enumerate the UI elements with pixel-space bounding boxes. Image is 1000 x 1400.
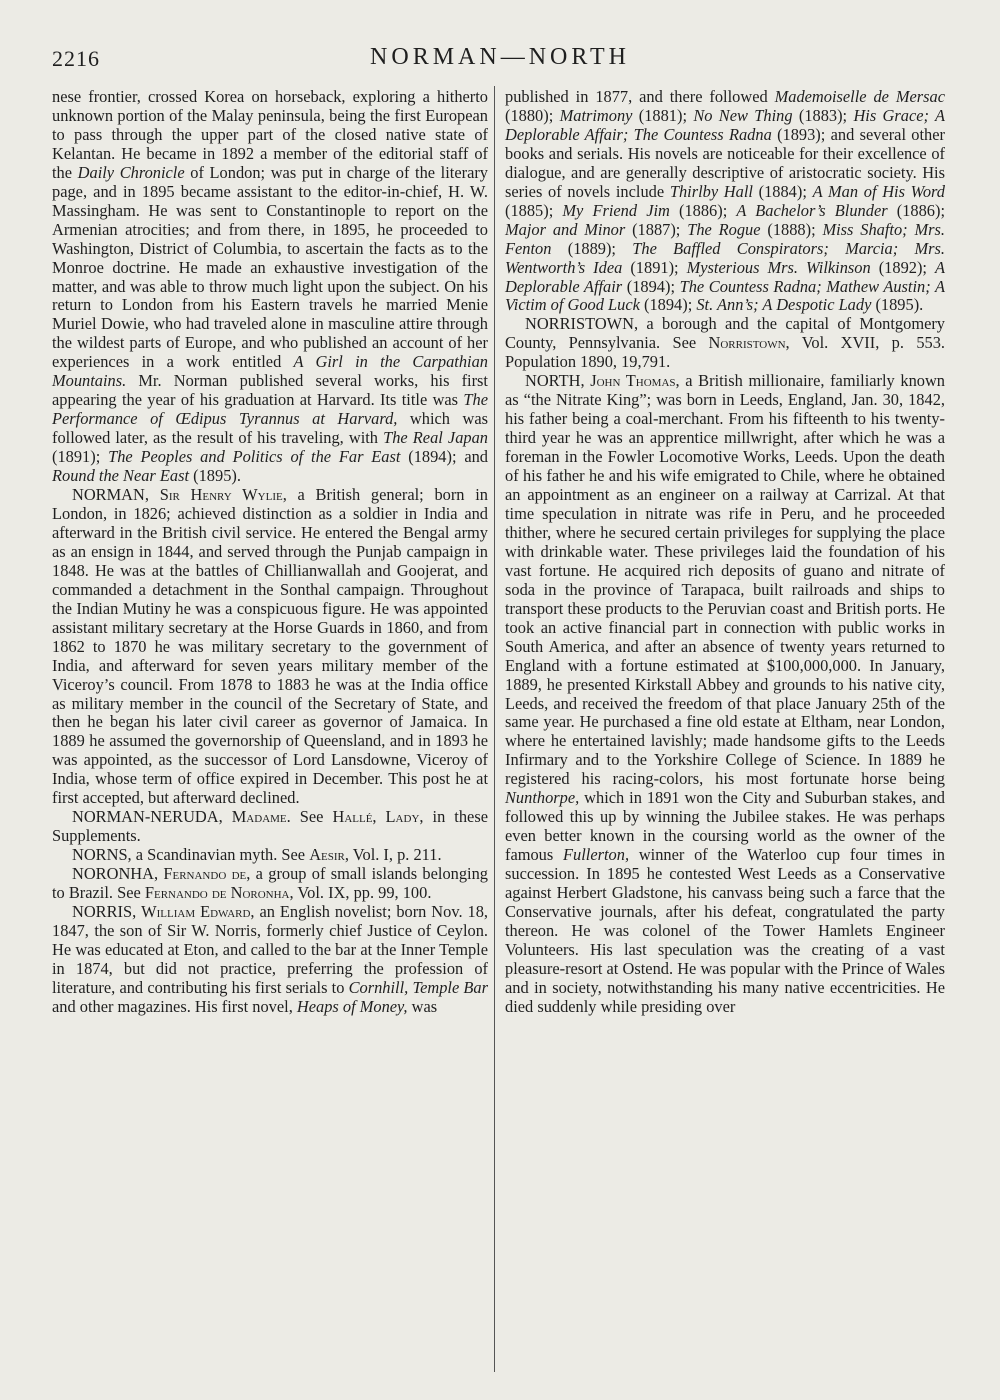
entry-name: William Edward, — [141, 901, 255, 921]
cross-reference: Aesir, — [309, 845, 349, 865]
entry-text: a British general; born in London, in 1826; achieved distinction as a soldier in India and afterward in the British civil service. He entered the Bengal army as an ensign in 1844, and served through the Punjab campaign in 1848. He was at the battles of Chillianwallah and Goojerat, and commanded a detachment in the Sonthal campaign. Throughout the Indian Mutiny he was a conspicuous figure. He was appointed assistant military secretary at the Horse Guards in 1860, and from 1862 to 1870 he was military secretary to the government of India, and afterward for seven years military member of the Viceroy’s council. From 1878 to 1883 he was at the India office as military member in the council of the Secretary of State, and then he began his later civil career as governor of Jamaica. In 1889 he assumed the governorship of Queensland, and in 1893 he was appointed, as the successor of Lord Lansdowne, Viceroy of India, whose term of office expired in December. This post he at first accepted, but afterward declined. — [52, 485, 488, 808]
entry-norman-henry-continued — [52, 88, 488, 486]
entry-text: (1892); — [870, 257, 935, 277]
entry-text: (1888); — [760, 219, 823, 239]
work-title: A Bachelor’s Blunder — [736, 200, 888, 220]
running-head: NORMAN—NORTH — [370, 44, 630, 70]
work-title: The Baffled Conspirators; Marcia; Mrs. Wentworth’s Idea — [505, 238, 945, 277]
work-title: No New Thing — [693, 105, 793, 125]
cross-reference: Fernando de Noronha, — [144, 883, 294, 903]
entry-text: (1894); — [622, 276, 680, 296]
entry-text: winner of the Waterloo cup four times in succession. In 1895 he contested West Leeds as a Conservative against Herbert Gladstone, his canvass being such a farce that the Conservative journals, after his defeat, congratulated the party thereon. He was colonel of the Tower Hamlets Engineer Volunteers. His last speculation was the creating of a vast pleasure-resort at Ostend. He was popular with the Prince of Wales and in society, notwithstanding his many native eccentricities. He died suddenly while presiding over — [505, 845, 945, 1016]
column-divider — [494, 86, 495, 1372]
entry-north-john-thomas — [505, 372, 945, 1016]
work-title: The Performance of Œdipus Tyrannus at Harvard, — [52, 390, 488, 429]
entry-text: (1886); — [669, 200, 737, 220]
entry-text: of London; was put in charge of the literary page, and in 1895 became assistant to the editor-in-chief, H. W. Massingham. He was sent to Constantinople to report on the Armenian atrocities; and from there, in 1895, he proceeded to Washington, District of Columbia, to ascertain the facts as to the Monroe doctrine. He made an exhaustive investigation of the matter, and was able to throw much light upon the subject. On his return to London from his Eastern travels he married Menie Muriel Dowie, who had traveled alone in masculine attire through the wildest parts of Europe, and who published an account of her experiences in a work entitled — [52, 162, 488, 372]
work-title: Mademoiselle de Mersac — [774, 87, 946, 106]
entry-text: (1884); — [752, 181, 813, 201]
entry-text: Mr. Norman published several works, his first appearing the year of his graduation at Harvard. Its title was — [52, 371, 488, 410]
work-title: A Girl in the Carpathian Mountains. — [52, 352, 488, 391]
entry-noronha — [52, 865, 488, 903]
entry-text: (1886); — [887, 200, 945, 220]
entry-norris — [52, 903, 488, 1017]
work-title: Thirlby Hall — [669, 181, 753, 201]
entry-text: in these Supplements. — [52, 807, 488, 846]
entry-norristown — [505, 315, 945, 372]
entry-norris-continued — [505, 88, 945, 315]
work-title: Major and Minor — [505, 219, 626, 239]
work-title: The Real Japan — [383, 428, 488, 448]
entry-norman-neruda — [52, 808, 488, 846]
entry-text: (1893); and several other books and serials. His novels are noticeable for their excellence of dialogue, and are generally descriptive of aristocratic society. His series of novels include — [505, 124, 945, 201]
entry-name: Fernando de, — [163, 864, 251, 884]
entry-text: and other magazines. His first novel, — [52, 996, 297, 1016]
work-title: St. Ann’s; A Despotic Lady — [696, 295, 872, 315]
work-title: A Man of His Word — [812, 181, 945, 201]
entry-text: (1885); — [505, 200, 563, 220]
entry-headword: NORMAN-NERUDA, — [72, 807, 223, 827]
entry-text: (1887); — [625, 219, 688, 239]
entry-name: Sir Henry Wylie, — [159, 485, 287, 505]
work-title: Daily Chronicle — [77, 162, 185, 182]
work-title: His Grace; A Deplorable Affair; The Countess Radna — [505, 105, 945, 144]
entry-text: which in 1891 won the City and Suburban stakes, and followed this up by winning the Jubilee stakes. He was perhaps even better known in the coursing world as the owner of the famous — [505, 788, 945, 865]
entry-text: See — [290, 807, 333, 827]
entry-norns — [52, 846, 488, 865]
entry-text: (1889); — [551, 238, 633, 258]
entry-text: a borough and the capital of Montgomery County, Pennsylvania. See — [505, 314, 945, 353]
work-title: Matrimony — [559, 105, 633, 125]
entry-text: nese frontier, crossed Korea on horseback, exploring a hitherto unknown portion of the Malay peninsula, being the first European to pass through the upper part of the closed native state of Kelantan. He became in 1892 a member of the editorial staff of the — [52, 87, 488, 182]
entry-text: published in 1877, and there followed — [505, 87, 775, 106]
work-title: Nunthorpe, — [505, 788, 580, 808]
entry-text: Vol. XVII, p. 553. Population 1890, 19,791. — [505, 333, 946, 372]
entry-headword: NORNS, — [72, 845, 132, 865]
work-title: Fullerton, — [563, 845, 630, 865]
work-title: The Peoples and Politics of the Far East — [108, 447, 401, 467]
entry-name: John Thomas, — [590, 371, 680, 391]
entry-text: an English novelist; born Nov. 18, 1847, the son of Sir W. Norris, formerly chief Justice of Ceylon. He was educated at Eton, and called to the bar at the Inner Temple in 1874, but did not practice, preferring the profession of literature, and contributing his first serials to — [52, 901, 489, 997]
entry-text: (1894); — [639, 295, 697, 315]
cross-reference: Norristown, — [708, 333, 790, 353]
entry-text: a British millionaire, familiarly known as “the Nitrate King”; was born in Leeds, England, Jan. 30, 1842, his father being a coal-merchant. From his fifteenth to his twenty-third year he was an apprentice millwright, after which he was a foreman in the Fowler Locomotive Works, Leeds. Upon the death of his father he and his wife emigrated to Chile, where he obtained an appointment as an engineer on a railway at Carrizal. At that time speculation in nitrate was rife in Peru, and he proceeded thither, where he secured certain privileges for supplying the place with drinkable water. These privileges laid the foundation of his vast fortune. He acquired rich deposits of guano and nitrate of soda in the province of Tarapaca, built railroads and ships to transport these products to the Peruvian coast and British ports. He took an active financial part in connection with public works in South America, and after an absence of twenty years returned to England with a fortune estimated at $100,000,000. In January, 1889, he presented Kirkstall Abbey and grounds to his native city, Leeds, and received the freedom of that place January 25th of the same year. He purchased a fine old estate at Eltham, near London, where he entertained lavishly; made handsome gifts to the Leeds Infirmary and to the Yorkshire College of Science. In 1889 he registered his racing-colors, his most fortunate horse being — [505, 371, 945, 789]
work-title: A Deplorable Affair — [505, 257, 946, 296]
entry-text: (1895). — [189, 466, 241, 486]
work-title: Round the Near East — [52, 466, 190, 486]
entry-text: (1895). — [871, 295, 924, 315]
entry-text: (1891); — [52, 447, 109, 467]
work-title: Mysterious Mrs. Wilkinson — [686, 257, 871, 277]
entry-headword: NORRIS, — [72, 901, 137, 921]
entry-norman-henry-wylie — [52, 486, 488, 808]
entry-text: a group of small islands belonging to Brazil. See — [52, 864, 488, 903]
right-column — [505, 88, 945, 1017]
work-title: The Rogue — [687, 219, 761, 239]
page-number: 2216 — [52, 46, 100, 71]
entry-text: (1894); and — [400, 447, 488, 467]
entry-name: Madame. — [231, 807, 291, 827]
entry-headword: NORMAN, — [72, 485, 149, 505]
entry-text: (1891); — [622, 257, 687, 277]
entry-headword: NORONHA, — [72, 864, 159, 884]
cross-reference: Hallé, Lady, — [332, 807, 424, 827]
work-title: Cornhill, Temple Bar — [348, 977, 489, 997]
entry-text: which was followed later, as the result of his traveling, with — [52, 409, 489, 448]
entry-text: Vol. IX, pp. 99, 100. — [293, 883, 432, 903]
entry-text: a Scandinavian myth. See — [131, 845, 310, 865]
left-column — [52, 88, 488, 1017]
entry-text: Vol. I, p. 211. — [348, 845, 442, 865]
entry-text: (1880); — [505, 105, 560, 125]
entry-headword: NORRISTOWN, — [525, 314, 639, 334]
entry-text: was — [407, 996, 438, 1016]
work-title: Heaps of Money, — [296, 996, 408, 1016]
work-title: Miss Shafto; Mrs. Fenton — [505, 219, 945, 258]
entry-headword: NORTH, — [525, 371, 585, 391]
entry-text: (1883); — [792, 105, 854, 125]
entry-text: (1881); — [632, 105, 694, 125]
work-title: The Countess Radna; Mathew Austin; A Victim of Good Luck — [505, 276, 945, 315]
work-title: My Friend Jim — [562, 200, 670, 220]
